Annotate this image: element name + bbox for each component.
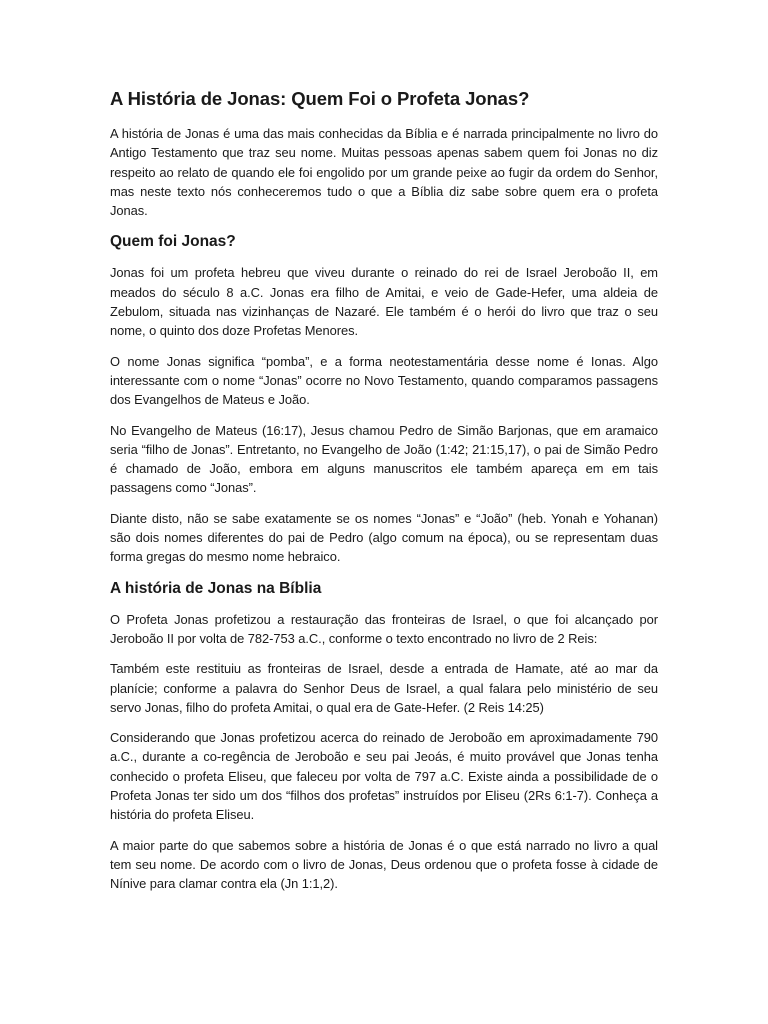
paragraph: O Profeta Jonas profetizou a restauração das fronteiras de Israel, o que foi alcançado por Jeroboão II por volta de 782-753 a.C., conforme o texto encontrado no livro de 2 Reis: <box>110 611 658 646</box>
paragraph: A maior parte do que sabemos sobre a história de Jonas é o que está narrado no livro a qual tem seu nome. De acordo com o livro de Jonas, Deus ordenou que o profeta fosse à cidade de Nínive para clamar contra ela (Jn 1:1,2). <box>110 837 658 892</box>
paragraph: Diante disto, não se sabe exatamente se os nomes “Jonas” e “João” (heb. Yonah e Yohanan) são dois nomes diferentes do pai de Pedro (algo comum na época), ou se representam duas forma gregas do mesmo nome hebraico. <box>110 510 658 565</box>
paragraph: O nome Jonas significa “pomba”, e a forma neotestamentária desse nome é Ionas. Algo interessante com o nome “Jonas” ocorre no Novo Testamento, quando comparamos passagens dos Evangelhos de Mateus e João. <box>110 353 658 408</box>
document-title: A História de Jonas: Quem Foi o Profeta Jonas? <box>110 88 530 109</box>
paragraph: No Evangelho de Mateus (16:17), Jesus chamou Pedro de Simão Barjonas, que em aramaico seria “filho de Jonas”. Entretanto, no Evangelho de João (1:42; 21:15,17), o pai de Simão Pedro é chamado de João, embora em alguns manuscritos ele também apareça em em tais passagens como “Jonas”. <box>110 422 658 496</box>
quote-paragraph: Também este restituiu as fronteiras de Israel, desde a entrada de Hamate, até ao mar da planície; conforme a palavra do Senhor Deus de Israel, a qual falara pelo ministério de seu servo Jonas, filho do profeta Amitai, o qual era de Gate-Hefer. (2 Reis 14:25) <box>110 661 658 715</box>
section-heading-quem-foi-jonas: Quem foi Jonas? <box>110 233 236 251</box>
section-heading-historia-na-biblia: A história de Jonas na Bíblia <box>110 579 322 597</box>
intro-paragraph: A história de Jonas é uma das mais conhecidas da Bíblia e é narrada principalmente no livro do Antigo Testamento que traz seu nome. Muitas pessoas apenas sabem quem foi Jonas no diz respeito ao relato de quando ele foi engolido por um grande peixe ao fugir da ordem do Senhor, mas neste texto nós conheceremos tudo o que a Bíblia diz sabe sobre quem era o profeta Jonas. <box>110 126 658 219</box>
paragraph: Jonas foi um profeta hebreu que viveu durante o reinado do rei de Israel Jeroboão II, em meados do século 8 a.C. Jonas era filho de Amitai, e veio de Gade-Hefer, uma aldeia de Zebulom, situada nas vizinhanças de Nazaré. Ele também é o herói do livro que traz o seu nome, o quinto dos doze Profetas Menores. <box>110 265 658 339</box>
paragraph: Considerando que Jonas profetizou acerca do reinado de Jeroboão em aproximadamente 790 a.C., durante a co-regência de Jeroboão e seu pai Jeoás, é muito provável que Jonas tenha conhecido o profeta Eliseu, que faleceu por volta de 797 a.C. Existe ainda a possibilidade de o Profeta Jonas ter sido um dos “filhos dos profetas” instruídos por Eliseu (2Rs 6:1-7). Conheça a história do profeta Eliseu. <box>110 730 658 823</box>
